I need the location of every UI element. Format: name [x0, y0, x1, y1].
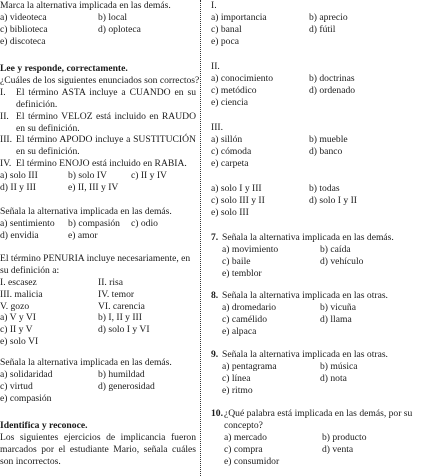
option-row — [0, 369, 196, 381]
statement-text: El término APODO incluye a SUSTITUCIÓN en su definición. — [16, 134, 196, 158]
exercise-penuria — [0, 253, 196, 348]
question-text: Señala la alternativa implicada en las otras. — [222, 349, 388, 360]
option-d[interactable]: d) envidia — [0, 229, 39, 241]
option-b[interactable]: b) vicuña — [320, 301, 356, 313]
option-row — [0, 393, 196, 405]
option-e[interactable]: e) temblor — [222, 267, 262, 279]
question-8 — [211, 290, 445, 338]
option-row — [222, 256, 445, 268]
subexercise-2 — [211, 61, 445, 109]
exercise-sentimiento — [0, 206, 196, 242]
statement-number: I. — [0, 86, 6, 98]
paragraph-text: Los siguientes ejercicios de implicancia fueron marcados por el estudiante Mario, señala cuáles son incorrectos. — [0, 431, 196, 467]
option-row — [222, 302, 445, 314]
option-e[interactable]: e) discoteca — [0, 35, 46, 47]
statement-item — [0, 158, 196, 170]
option-row — [211, 158, 445, 170]
question-number: 9. — [211, 349, 219, 360]
subexercise-label: I. — [211, 0, 217, 11]
option-b[interactable]: b) todas — [309, 183, 340, 194]
statement-number: IV. — [0, 158, 12, 170]
option-row — [211, 183, 445, 195]
question-text: Señala la alternativa implicada en las otras. — [222, 290, 388, 301]
option-e[interactable]: e) ritmo — [222, 384, 253, 396]
option-row — [211, 134, 445, 146]
option-row — [211, 12, 445, 24]
option-b[interactable]: b) humildad — [98, 368, 145, 380]
option-row — [0, 336, 196, 348]
exercise-videoteca — [0, 0, 196, 48]
option-row — [222, 385, 445, 397]
option-a[interactable]: a) sentimiento — [0, 217, 55, 229]
option-row — [222, 361, 445, 373]
option-row — [224, 432, 445, 444]
option-c[interactable]: c) odio — [131, 217, 158, 229]
option-b[interactable]: b) solo IV — [68, 170, 107, 182]
option-e[interactable]: e) poca — [211, 35, 239, 47]
option-e[interactable]: e) ciencia — [211, 96, 249, 108]
statement-item — [0, 134, 196, 158]
option-a[interactable]: a) dromedario — [222, 301, 277, 313]
option-b[interactable]: b) local — [98, 11, 128, 23]
option-d[interactable]: d) venta — [322, 443, 354, 455]
option-a[interactable]: a) pentagrama — [222, 360, 277, 372]
option-d[interactable]: d) nota — [320, 372, 347, 384]
option-e[interactable]: e) alpaca — [222, 325, 257, 337]
question-number: 7. — [211, 232, 219, 243]
option-d[interactable]: d) ordenado — [309, 84, 356, 96]
term: I. escasez — [0, 276, 37, 288]
option-row — [0, 12, 196, 24]
option-row — [0, 312, 196, 324]
option-c[interactable]: c) baile — [222, 255, 251, 267]
subexercise-label: III. — [211, 122, 223, 133]
option-e[interactable]: e) solo VI — [0, 336, 39, 348]
option-row — [0, 324, 196, 336]
option-a[interactable]: a) solo III — [0, 170, 38, 182]
option-c[interactable]: c) virtud — [0, 380, 33, 392]
option-d[interactable]: d) generosidad — [98, 380, 155, 392]
option-row — [0, 218, 196, 230]
option-c[interactable]: c) compra — [224, 443, 263, 455]
option-c[interactable]: c) II y V — [0, 324, 33, 336]
option-row — [0, 381, 196, 393]
option-a[interactable]: a) importancia — [211, 11, 267, 23]
option-a[interactable]: a) movimiento — [222, 243, 279, 255]
option-d[interactable]: d) vehículo — [320, 255, 364, 267]
option-b[interactable]: b) aprecio — [309, 11, 348, 23]
question-10 — [211, 408, 445, 467]
instruction: Señala la alternativa implicada en las demás. — [0, 206, 172, 217]
option-row — [224, 444, 445, 456]
option-a[interactable]: a) V y VI — [0, 312, 36, 324]
option-a[interactable]: a) videoteca — [0, 11, 47, 23]
option-b[interactable]: b) I, II y III — [98, 312, 142, 324]
option-d[interactable]: d) oploteca — [98, 23, 141, 35]
question-7 — [211, 232, 445, 280]
option-b[interactable]: b) música — [320, 360, 358, 372]
option-row — [211, 36, 445, 48]
instruction: Marca la alternativa implicada en las demás. — [0, 0, 171, 11]
statement-number: III. — [0, 134, 12, 146]
option-b[interactable]: b) caída — [320, 243, 351, 255]
option-row — [0, 170, 196, 182]
option-c[interactable]: c) banal — [211, 23, 242, 35]
term: VI. carencia — [98, 300, 145, 312]
option-a[interactable]: a) mercado — [224, 431, 267, 443]
statement-number: II. — [0, 110, 9, 122]
column-divider — [200, 0, 201, 476]
option-row — [211, 24, 445, 36]
option-d[interactable]: d) solo I y II — [309, 194, 357, 206]
option-row — [211, 195, 445, 207]
term-row — [0, 289, 196, 301]
option-a[interactable]: a) solo I y III — [211, 183, 262, 194]
option-c[interactable]: c) cómoda — [211, 145, 252, 157]
option-c[interactable]: c) II y IV — [131, 170, 167, 182]
option-row — [222, 244, 445, 256]
option-row — [0, 36, 196, 48]
option-c[interactable]: c) camélido — [222, 313, 268, 325]
term: IV. temor — [98, 288, 135, 300]
option-b[interactable]: b) producto — [322, 431, 367, 443]
option-c[interactable]: c) biblioteca — [0, 23, 48, 35]
option-row — [0, 24, 196, 36]
option-e[interactable]: e) amor — [68, 229, 98, 241]
option-b[interactable]: b) doctrinas — [309, 72, 355, 84]
option-b[interactable]: b) compasión — [68, 217, 120, 229]
exercise-enunciados — [0, 63, 200, 194]
option-d[interactable]: d) llama — [320, 313, 352, 325]
exercise-solidaridad — [0, 357, 196, 405]
option-c[interactable]: c) solo III y II — [211, 194, 265, 206]
section-heading: Identifica y reconoce. — [0, 420, 88, 431]
option-row — [222, 326, 445, 338]
option-row — [211, 73, 445, 85]
option-row — [0, 230, 196, 242]
option-row — [222, 268, 445, 280]
option-row — [211, 207, 445, 219]
option-e[interactable]: e) carpeta — [211, 157, 249, 169]
question-text: ¿Qué palabra está implicada en las demás, por su concepto? — [224, 408, 413, 431]
subexercise-label: II. — [211, 61, 220, 72]
exercise-identifica — [0, 420, 196, 468]
option-a[interactable]: a) sillón — [211, 133, 243, 145]
option-d[interactable]: d) II y III — [0, 182, 36, 194]
option-c[interactable]: c) línea — [222, 372, 251, 384]
option-a[interactable]: a) solidaridad — [0, 368, 53, 380]
option-row — [211, 85, 445, 97]
subexercise-answers — [211, 183, 445, 219]
option-d[interactable]: d) fútil — [309, 23, 336, 35]
question-number: 8. — [211, 290, 219, 301]
option-e[interactable]: e) compasión — [0, 392, 52, 404]
term: II. risa — [98, 276, 124, 288]
question-text: ¿Cuáles de los siguientes enunciados son correctos? — [0, 74, 200, 86]
question-9 — [211, 349, 445, 397]
statement-text: El término VELOZ está incluido en RAUDO en su definición. — [16, 110, 196, 134]
option-row — [211, 146, 445, 158]
term: V. gozo — [0, 300, 30, 312]
option-row — [211, 97, 445, 109]
option-row — [0, 182, 196, 194]
option-d[interactable]: d) banco — [309, 145, 343, 157]
option-d[interactable]: d) solo I y VI — [98, 324, 150, 336]
option-e[interactable]: e) II, III y IV — [68, 182, 119, 194]
statement-item — [0, 87, 196, 111]
option-e[interactable]: e) solo III — [211, 206, 249, 218]
term: III. malicia — [0, 288, 43, 300]
instruction: Señala la alternativa implicada en las demás. — [0, 357, 172, 368]
option-row — [222, 373, 445, 385]
section-heading: Lee y responde, correctamente. — [0, 63, 128, 74]
option-row — [222, 314, 445, 326]
term-row — [0, 277, 196, 289]
statement-text: El término ASTA incluye a CUANDO en su definición. — [16, 86, 196, 110]
option-e[interactable]: e) consumidor — [224, 455, 280, 467]
question-number: 10. — [211, 408, 223, 419]
subexercise-3 — [211, 122, 445, 170]
option-row — [224, 456, 445, 468]
statement-text: El término ENOJO está incluido en RABIA. — [16, 158, 187, 170]
option-c[interactable]: c) metódico — [211, 84, 257, 96]
subexercise-1 — [211, 0, 445, 48]
statement-item — [0, 111, 196, 135]
option-a[interactable]: a) conocimiento — [211, 72, 274, 84]
question-text: Señala la alternativa implicada en las demás. — [222, 232, 394, 243]
question-text: El término PENURIA incluye necesariamente, en su definición a: — [0, 253, 191, 276]
term-row — [0, 301, 196, 313]
option-b[interactable]: b) mueble — [309, 133, 348, 145]
